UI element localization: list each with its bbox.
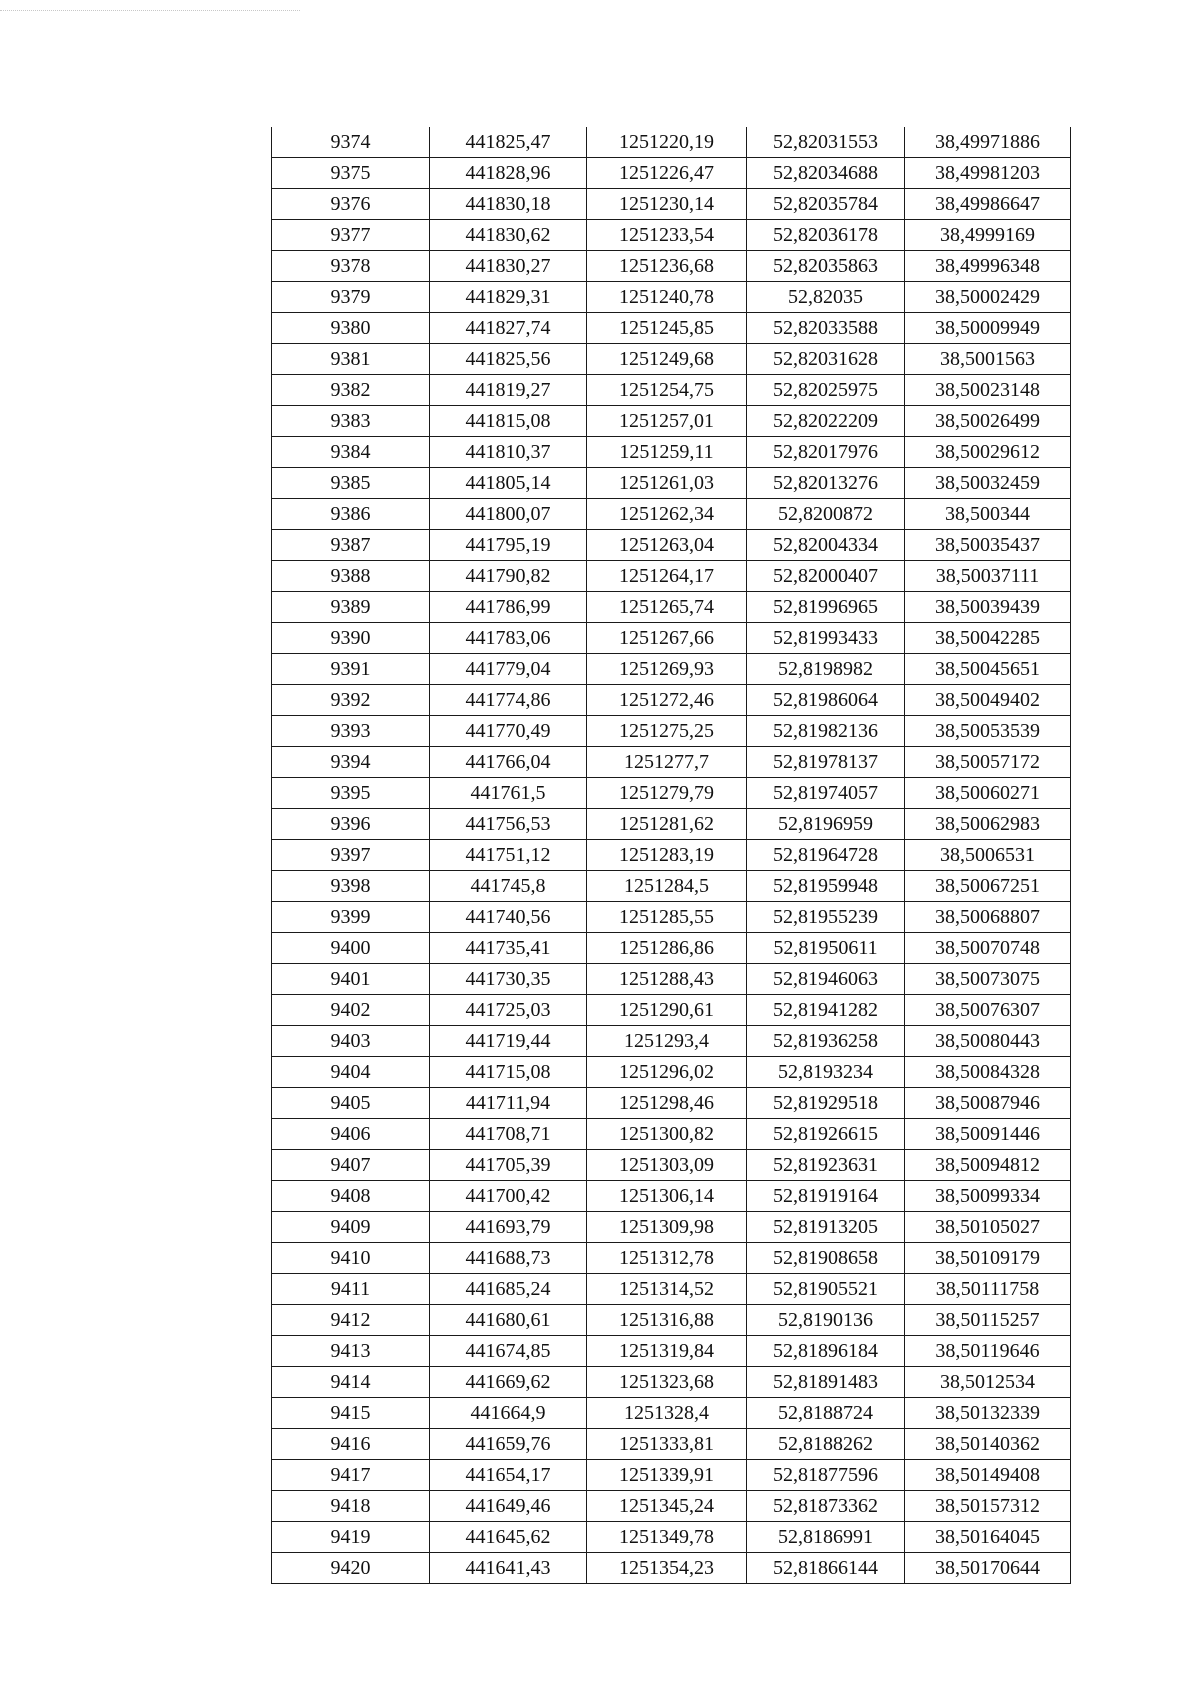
longitude-cell: 38,49986647 — [905, 189, 1071, 220]
x-coordinate-cell: 441783,06 — [430, 623, 587, 654]
x-coordinate-cell: 441664,9 — [430, 1398, 587, 1429]
point-number-cell: 9378 — [272, 251, 430, 282]
longitude-cell: 38,49981203 — [905, 158, 1071, 189]
x-coordinate-cell: 441786,99 — [430, 592, 587, 623]
table-row — [272, 871, 1071, 902]
table-row — [272, 995, 1071, 1026]
table-row — [272, 778, 1071, 809]
point-number-cell: 9393 — [272, 716, 430, 747]
longitude-cell: 38,50057172 — [905, 747, 1071, 778]
longitude-cell: 38,50049402 — [905, 685, 1071, 716]
y-coordinate-cell: 1251257,01 — [587, 406, 747, 437]
y-coordinate-cell: 1251283,19 — [587, 840, 747, 871]
y-coordinate-cell: 1251319,84 — [587, 1336, 747, 1367]
latitude-cell: 52,81905521 — [747, 1274, 905, 1305]
x-coordinate-cell: 441770,49 — [430, 716, 587, 747]
table-row — [272, 1026, 1071, 1057]
latitude-cell: 52,82035 — [747, 282, 905, 313]
x-coordinate-cell: 441830,27 — [430, 251, 587, 282]
point-number-cell: 9399 — [272, 902, 430, 933]
longitude-cell: 38,50037111 — [905, 561, 1071, 592]
x-coordinate-cell: 441766,04 — [430, 747, 587, 778]
latitude-cell: 52,82036178 — [747, 220, 905, 251]
y-coordinate-cell: 1251272,46 — [587, 685, 747, 716]
point-number-cell: 9392 — [272, 685, 430, 716]
point-number-cell: 9417 — [272, 1460, 430, 1491]
point-number-cell: 9394 — [272, 747, 430, 778]
longitude-cell: 38,50060271 — [905, 778, 1071, 809]
longitude-cell: 38,50067251 — [905, 871, 1071, 902]
x-coordinate-cell: 441735,41 — [430, 933, 587, 964]
table-row — [272, 1491, 1071, 1522]
y-coordinate-cell: 1251220,19 — [587, 127, 747, 158]
x-coordinate-cell: 441688,73 — [430, 1243, 587, 1274]
table-row — [272, 158, 1071, 189]
longitude-cell: 38,50032459 — [905, 468, 1071, 499]
longitude-cell: 38,50115257 — [905, 1305, 1071, 1336]
latitude-cell: 52,81891483 — [747, 1367, 905, 1398]
latitude-cell: 52,82013276 — [747, 468, 905, 499]
table-row — [272, 1088, 1071, 1119]
x-coordinate-cell: 441779,04 — [430, 654, 587, 685]
table-row — [272, 1243, 1071, 1274]
longitude-cell: 38,50109179 — [905, 1243, 1071, 1274]
y-coordinate-cell: 1251306,14 — [587, 1181, 747, 1212]
table-row — [272, 840, 1071, 871]
longitude-cell: 38,5001563 — [905, 344, 1071, 375]
latitude-cell: 52,8193234 — [747, 1057, 905, 1088]
latitude-cell: 52,8196959 — [747, 809, 905, 840]
point-number-cell: 9406 — [272, 1119, 430, 1150]
point-number-cell: 9410 — [272, 1243, 430, 1274]
y-coordinate-cell: 1251286,86 — [587, 933, 747, 964]
coordinates-table-body — [272, 127, 1071, 1584]
table-row — [272, 468, 1071, 499]
y-coordinate-cell: 1251233,54 — [587, 220, 747, 251]
point-number-cell: 9398 — [272, 871, 430, 902]
table-row — [272, 1057, 1071, 1088]
x-coordinate-cell: 441654,17 — [430, 1460, 587, 1491]
table-row — [272, 313, 1071, 344]
y-coordinate-cell: 1251279,79 — [587, 778, 747, 809]
latitude-cell: 52,8186991 — [747, 1522, 905, 1553]
longitude-cell: 38,50045651 — [905, 654, 1071, 685]
point-number-cell: 9415 — [272, 1398, 430, 1429]
latitude-cell: 52,82025975 — [747, 375, 905, 406]
y-coordinate-cell: 1251265,74 — [587, 592, 747, 623]
point-number-cell: 9409 — [272, 1212, 430, 1243]
latitude-cell: 52,81964728 — [747, 840, 905, 871]
x-coordinate-cell: 441719,44 — [430, 1026, 587, 1057]
x-coordinate-cell: 441705,39 — [430, 1150, 587, 1181]
y-coordinate-cell: 1251262,34 — [587, 499, 747, 530]
x-coordinate-cell: 441774,86 — [430, 685, 587, 716]
x-coordinate-cell: 441795,19 — [430, 530, 587, 561]
longitude-cell: 38,50039439 — [905, 592, 1071, 623]
table-row — [272, 964, 1071, 995]
x-coordinate-cell: 441810,37 — [430, 437, 587, 468]
point-number-cell: 9389 — [272, 592, 430, 623]
longitude-cell: 38,50111758 — [905, 1274, 1071, 1305]
y-coordinate-cell: 1251226,47 — [587, 158, 747, 189]
longitude-cell: 38,5006531 — [905, 840, 1071, 871]
latitude-cell: 52,81908658 — [747, 1243, 905, 1274]
point-number-cell: 9401 — [272, 964, 430, 995]
x-coordinate-cell: 441800,07 — [430, 499, 587, 530]
y-coordinate-cell: 1251290,61 — [587, 995, 747, 1026]
latitude-cell: 52,81959948 — [747, 871, 905, 902]
x-coordinate-cell: 441700,42 — [430, 1181, 587, 1212]
x-coordinate-cell: 441645,62 — [430, 1522, 587, 1553]
table-row — [272, 561, 1071, 592]
x-coordinate-cell: 441711,94 — [430, 1088, 587, 1119]
point-number-cell: 9411 — [272, 1274, 430, 1305]
longitude-cell: 38,50023148 — [905, 375, 1071, 406]
table-row — [272, 1460, 1071, 1491]
latitude-cell: 52,81946063 — [747, 964, 905, 995]
point-number-cell: 9384 — [272, 437, 430, 468]
y-coordinate-cell: 1251284,5 — [587, 871, 747, 902]
table-row — [272, 902, 1071, 933]
latitude-cell: 52,82033588 — [747, 313, 905, 344]
longitude-cell: 38,50029612 — [905, 437, 1071, 468]
latitude-cell: 52,81923631 — [747, 1150, 905, 1181]
y-coordinate-cell: 1251245,85 — [587, 313, 747, 344]
longitude-cell: 38,49971886 — [905, 127, 1071, 158]
x-coordinate-cell: 441659,76 — [430, 1429, 587, 1460]
table-row — [272, 592, 1071, 623]
x-coordinate-cell: 441708,71 — [430, 1119, 587, 1150]
longitude-cell: 38,50073075 — [905, 964, 1071, 995]
longitude-cell: 38,50042285 — [905, 623, 1071, 654]
latitude-cell: 52,81986064 — [747, 685, 905, 716]
longitude-cell: 38,50087946 — [905, 1088, 1071, 1119]
latitude-cell: 52,82004334 — [747, 530, 905, 561]
y-coordinate-cell: 1251349,78 — [587, 1522, 747, 1553]
x-coordinate-cell: 441790,82 — [430, 561, 587, 592]
latitude-cell: 52,81866144 — [747, 1553, 905, 1584]
latitude-cell: 52,81936258 — [747, 1026, 905, 1057]
table-row — [272, 1181, 1071, 1212]
table-row — [272, 375, 1071, 406]
longitude-cell: 38,50140362 — [905, 1429, 1071, 1460]
longitude-cell: 38,50164045 — [905, 1522, 1071, 1553]
point-number-cell: 9374 — [272, 127, 430, 158]
y-coordinate-cell: 1251254,75 — [587, 375, 747, 406]
latitude-cell: 52,81996965 — [747, 592, 905, 623]
y-coordinate-cell: 1251275,25 — [587, 716, 747, 747]
table-row — [272, 1305, 1071, 1336]
y-coordinate-cell: 1251267,66 — [587, 623, 747, 654]
point-number-cell: 9388 — [272, 561, 430, 592]
table-row — [272, 1274, 1071, 1305]
latitude-cell: 52,81929518 — [747, 1088, 905, 1119]
longitude-cell: 38,50080443 — [905, 1026, 1071, 1057]
y-coordinate-cell: 1251288,43 — [587, 964, 747, 995]
y-coordinate-cell: 1251259,11 — [587, 437, 747, 468]
table-row — [272, 220, 1071, 251]
table-row — [272, 251, 1071, 282]
y-coordinate-cell: 1251261,03 — [587, 468, 747, 499]
longitude-cell: 38,5012534 — [905, 1367, 1071, 1398]
table-row — [272, 1429, 1071, 1460]
latitude-cell: 52,81896184 — [747, 1336, 905, 1367]
y-coordinate-cell: 1251281,62 — [587, 809, 747, 840]
longitude-cell: 38,50084328 — [905, 1057, 1071, 1088]
longitude-cell: 38,50099334 — [905, 1181, 1071, 1212]
y-coordinate-cell: 1251230,14 — [587, 189, 747, 220]
longitude-cell: 38,50026499 — [905, 406, 1071, 437]
latitude-cell: 52,8188262 — [747, 1429, 905, 1460]
longitude-cell: 38,50070748 — [905, 933, 1071, 964]
point-number-cell: 9408 — [272, 1181, 430, 1212]
y-coordinate-cell: 1251264,17 — [587, 561, 747, 592]
point-number-cell: 9382 — [272, 375, 430, 406]
x-coordinate-cell: 441805,14 — [430, 468, 587, 499]
x-coordinate-cell: 441674,85 — [430, 1336, 587, 1367]
x-coordinate-cell: 441830,18 — [430, 189, 587, 220]
longitude-cell: 38,50053539 — [905, 716, 1071, 747]
latitude-cell: 52,81955239 — [747, 902, 905, 933]
point-number-cell: 9383 — [272, 406, 430, 437]
table-row — [272, 530, 1071, 561]
table-row — [272, 282, 1071, 313]
table-row — [272, 344, 1071, 375]
y-coordinate-cell: 1251316,88 — [587, 1305, 747, 1336]
point-number-cell: 9395 — [272, 778, 430, 809]
table-row — [272, 747, 1071, 778]
latitude-cell: 52,81913205 — [747, 1212, 905, 1243]
table-row — [272, 716, 1071, 747]
x-coordinate-cell: 441680,61 — [430, 1305, 587, 1336]
x-coordinate-cell: 441825,56 — [430, 344, 587, 375]
latitude-cell: 52,8200872 — [747, 499, 905, 530]
y-coordinate-cell: 1251293,4 — [587, 1026, 747, 1057]
y-coordinate-cell: 1251296,02 — [587, 1057, 747, 1088]
y-coordinate-cell: 1251277,7 — [587, 747, 747, 778]
table-row — [272, 685, 1071, 716]
point-number-cell: 9396 — [272, 809, 430, 840]
point-number-cell: 9420 — [272, 1553, 430, 1584]
x-coordinate-cell: 441649,46 — [430, 1491, 587, 1522]
point-number-cell: 9379 — [272, 282, 430, 313]
longitude-cell: 38,50105027 — [905, 1212, 1071, 1243]
point-number-cell: 9407 — [272, 1150, 430, 1181]
x-coordinate-cell: 441751,12 — [430, 840, 587, 871]
point-number-cell: 9387 — [272, 530, 430, 561]
longitude-cell: 38,50170644 — [905, 1553, 1071, 1584]
table-row — [272, 933, 1071, 964]
latitude-cell: 52,82017976 — [747, 437, 905, 468]
latitude-cell: 52,81950611 — [747, 933, 905, 964]
table-row — [272, 1553, 1071, 1584]
point-number-cell: 9405 — [272, 1088, 430, 1119]
table-row — [272, 809, 1071, 840]
longitude-cell: 38,4999169 — [905, 220, 1071, 251]
latitude-cell: 52,8198982 — [747, 654, 905, 685]
scan-artifact-line — [0, 10, 300, 12]
point-number-cell: 9397 — [272, 840, 430, 871]
longitude-cell: 38,50132339 — [905, 1398, 1071, 1429]
y-coordinate-cell: 1251303,09 — [587, 1150, 747, 1181]
point-number-cell: 9416 — [272, 1429, 430, 1460]
y-coordinate-cell: 1251236,68 — [587, 251, 747, 282]
latitude-cell: 52,82022209 — [747, 406, 905, 437]
point-number-cell: 9380 — [272, 313, 430, 344]
longitude-cell: 38,50149408 — [905, 1460, 1071, 1491]
point-number-cell: 9391 — [272, 654, 430, 685]
x-coordinate-cell: 441761,5 — [430, 778, 587, 809]
table-row — [272, 1212, 1071, 1243]
latitude-cell: 52,81974057 — [747, 778, 905, 809]
point-number-cell: 9412 — [272, 1305, 430, 1336]
longitude-cell: 38,50002429 — [905, 282, 1071, 313]
table-row — [272, 189, 1071, 220]
x-coordinate-cell: 441740,56 — [430, 902, 587, 933]
latitude-cell: 52,81919164 — [747, 1181, 905, 1212]
latitude-cell: 52,82034688 — [747, 158, 905, 189]
table-row — [272, 499, 1071, 530]
y-coordinate-cell: 1251249,68 — [587, 344, 747, 375]
y-coordinate-cell: 1251269,93 — [587, 654, 747, 685]
latitude-cell: 52,8190136 — [747, 1305, 905, 1336]
table-row — [272, 127, 1071, 158]
y-coordinate-cell: 1251345,24 — [587, 1491, 747, 1522]
longitude-cell: 38,49996348 — [905, 251, 1071, 282]
y-coordinate-cell: 1251333,81 — [587, 1429, 747, 1460]
point-number-cell: 9385 — [272, 468, 430, 499]
table-row — [272, 1522, 1071, 1553]
y-coordinate-cell: 1251323,68 — [587, 1367, 747, 1398]
x-coordinate-cell: 441685,24 — [430, 1274, 587, 1305]
y-coordinate-cell: 1251263,04 — [587, 530, 747, 561]
y-coordinate-cell: 1251285,55 — [587, 902, 747, 933]
x-coordinate-cell: 441827,74 — [430, 313, 587, 344]
longitude-cell: 38,50076307 — [905, 995, 1071, 1026]
point-number-cell: 9414 — [272, 1367, 430, 1398]
latitude-cell: 52,81982136 — [747, 716, 905, 747]
latitude-cell: 52,81873362 — [747, 1491, 905, 1522]
table-row — [272, 1398, 1071, 1429]
x-coordinate-cell: 441669,62 — [430, 1367, 587, 1398]
latitude-cell: 52,82031553 — [747, 127, 905, 158]
y-coordinate-cell: 1251300,82 — [587, 1119, 747, 1150]
x-coordinate-cell: 441819,27 — [430, 375, 587, 406]
table-row — [272, 1150, 1071, 1181]
x-coordinate-cell: 441815,08 — [430, 406, 587, 437]
latitude-cell: 52,8188724 — [747, 1398, 905, 1429]
longitude-cell: 38,50068807 — [905, 902, 1071, 933]
coordinates-table — [271, 127, 1071, 1584]
table-row — [272, 406, 1071, 437]
table-row — [272, 623, 1071, 654]
table-row — [272, 1367, 1071, 1398]
table-row — [272, 437, 1071, 468]
table-row — [272, 1336, 1071, 1367]
latitude-cell: 52,82031628 — [747, 344, 905, 375]
x-coordinate-cell: 441641,43 — [430, 1553, 587, 1584]
point-number-cell: 9386 — [272, 499, 430, 530]
longitude-cell: 38,50091446 — [905, 1119, 1071, 1150]
x-coordinate-cell: 441825,47 — [430, 127, 587, 158]
latitude-cell: 52,82000407 — [747, 561, 905, 592]
point-number-cell: 9402 — [272, 995, 430, 1026]
latitude-cell: 52,81993433 — [747, 623, 905, 654]
y-coordinate-cell: 1251309,98 — [587, 1212, 747, 1243]
point-number-cell: 9418 — [272, 1491, 430, 1522]
point-number-cell: 9376 — [272, 189, 430, 220]
y-coordinate-cell: 1251339,91 — [587, 1460, 747, 1491]
x-coordinate-cell: 441829,31 — [430, 282, 587, 313]
y-coordinate-cell: 1251298,46 — [587, 1088, 747, 1119]
latitude-cell: 52,82035863 — [747, 251, 905, 282]
x-coordinate-cell: 441725,03 — [430, 995, 587, 1026]
point-number-cell: 9381 — [272, 344, 430, 375]
latitude-cell: 52,81926615 — [747, 1119, 905, 1150]
longitude-cell: 38,50035437 — [905, 530, 1071, 561]
latitude-cell: 52,81877596 — [747, 1460, 905, 1491]
x-coordinate-cell: 441693,79 — [430, 1212, 587, 1243]
x-coordinate-cell: 441830,62 — [430, 220, 587, 251]
latitude-cell: 52,81978137 — [747, 747, 905, 778]
latitude-cell: 52,82035784 — [747, 189, 905, 220]
point-number-cell: 9413 — [272, 1336, 430, 1367]
point-number-cell: 9400 — [272, 933, 430, 964]
longitude-cell: 38,50119646 — [905, 1336, 1071, 1367]
y-coordinate-cell: 1251240,78 — [587, 282, 747, 313]
longitude-cell: 38,50009949 — [905, 313, 1071, 344]
latitude-cell: 52,81941282 — [747, 995, 905, 1026]
y-coordinate-cell: 1251314,52 — [587, 1274, 747, 1305]
point-number-cell: 9377 — [272, 220, 430, 251]
x-coordinate-cell: 441730,35 — [430, 964, 587, 995]
y-coordinate-cell: 1251328,4 — [587, 1398, 747, 1429]
table-row — [272, 1119, 1071, 1150]
longitude-cell: 38,50157312 — [905, 1491, 1071, 1522]
longitude-cell: 38,50062983 — [905, 809, 1071, 840]
x-coordinate-cell: 441745,8 — [430, 871, 587, 902]
x-coordinate-cell: 441756,53 — [430, 809, 587, 840]
point-number-cell: 9419 — [272, 1522, 430, 1553]
x-coordinate-cell: 441715,08 — [430, 1057, 587, 1088]
longitude-cell: 38,500344 — [905, 499, 1071, 530]
longitude-cell: 38,50094812 — [905, 1150, 1071, 1181]
y-coordinate-cell: 1251312,78 — [587, 1243, 747, 1274]
point-number-cell: 9404 — [272, 1057, 430, 1088]
point-number-cell: 9375 — [272, 158, 430, 189]
point-number-cell: 9403 — [272, 1026, 430, 1057]
y-coordinate-cell: 1251354,23 — [587, 1553, 747, 1584]
x-coordinate-cell: 441828,96 — [430, 158, 587, 189]
point-number-cell: 9390 — [272, 623, 430, 654]
table-row — [272, 654, 1071, 685]
